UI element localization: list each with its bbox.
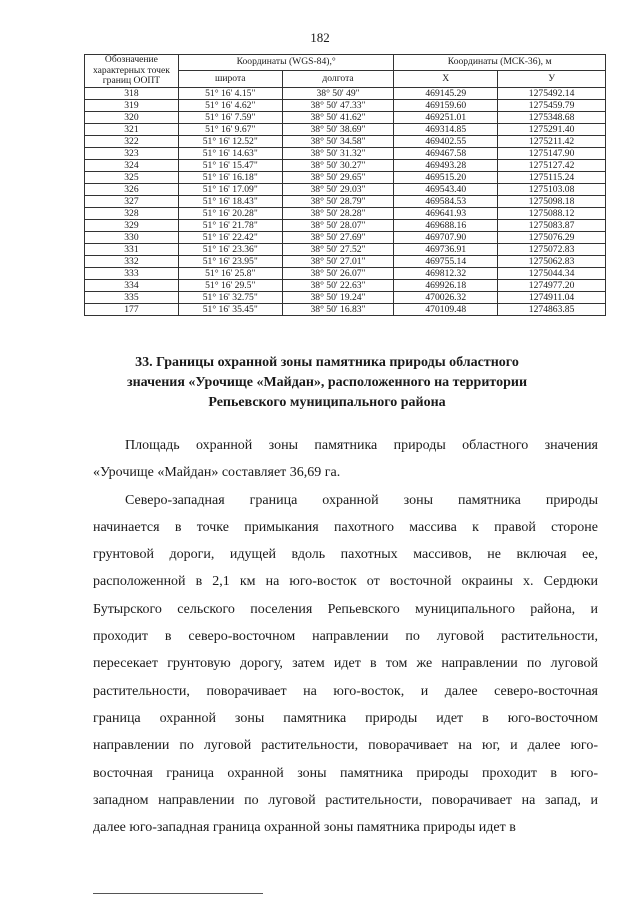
x-cell: 469402.55 bbox=[394, 135, 498, 147]
paragraph-line: расположенной в 2,1 км на юго-восток от восточной окраины х. Сердюки bbox=[93, 574, 598, 590]
y-cell: 1275127.42 bbox=[498, 159, 606, 171]
paragraph-boundary-description bbox=[93, 487, 598, 842]
y-cell: 1275147.90 bbox=[498, 147, 606, 159]
header-wgs84: Координаты (WGS-84),° bbox=[178, 55, 394, 71]
longitude-cell: 38° 50' 47.33" bbox=[282, 99, 394, 111]
y-cell: 1275492.14 bbox=[498, 87, 606, 99]
table-row bbox=[85, 303, 606, 315]
x-cell: 469926.18 bbox=[394, 279, 498, 291]
table-body bbox=[85, 87, 606, 315]
latitude-cell: 51° 16' 15.47" bbox=[178, 159, 282, 171]
table-row bbox=[85, 243, 606, 255]
table-row bbox=[85, 219, 606, 231]
header-designation: Обозначение характерных точек границ ООПТ bbox=[85, 55, 179, 88]
table-row bbox=[85, 147, 606, 159]
point-id-cell: 334 bbox=[85, 279, 179, 291]
x-cell: 469314.85 bbox=[394, 123, 498, 135]
x-cell: 469159.60 bbox=[394, 99, 498, 111]
longitude-cell: 38° 50' 27.52" bbox=[282, 243, 394, 255]
y-cell: 1275072.83 bbox=[498, 243, 606, 255]
point-id-cell: 333 bbox=[85, 267, 179, 279]
x-cell: 469736.91 bbox=[394, 243, 498, 255]
heading-line-2: значения «Урочище «Майдан», расположенного на территории bbox=[126, 375, 528, 390]
y-cell: 1274863.85 bbox=[498, 303, 606, 315]
latitude-cell: 51° 16' 23.95" bbox=[178, 255, 282, 267]
x-cell: 469584.53 bbox=[394, 195, 498, 207]
latitude-cell: 51° 16' 23.36" bbox=[178, 243, 282, 255]
latitude-cell: 51° 16' 4.15" bbox=[178, 87, 282, 99]
point-id-cell: 323 bbox=[85, 147, 179, 159]
paragraph-line: пересекает грунтовую дорогу, затем идет в том же направлении по луговой bbox=[93, 656, 598, 672]
table-row bbox=[85, 99, 606, 111]
longitude-cell: 38° 50' 27.01" bbox=[282, 255, 394, 267]
latitude-cell: 51° 16' 4.62" bbox=[178, 99, 282, 111]
point-id-cell: 325 bbox=[85, 171, 179, 183]
header-longitude: долгота bbox=[282, 71, 394, 87]
table-row bbox=[85, 135, 606, 147]
latitude-cell: 51° 16' 22.42" bbox=[178, 231, 282, 243]
latitude-cell: 51° 16' 29.5" bbox=[178, 279, 282, 291]
paragraph-line: «Урочище «Майдан» составляет 36,69 га. bbox=[93, 465, 341, 481]
x-cell: 469812.32 bbox=[394, 267, 498, 279]
y-cell: 1275062.83 bbox=[498, 255, 606, 267]
point-id-cell: 328 bbox=[85, 207, 179, 219]
latitude-cell: 51° 16' 12.52" bbox=[178, 135, 282, 147]
paragraph-line: начинается в точке примыкания пахотного массива к правой стороне bbox=[93, 519, 598, 535]
longitude-cell: 38° 50' 28.79" bbox=[282, 195, 394, 207]
coordinates-table bbox=[84, 54, 606, 316]
latitude-cell: 51° 16' 7.59" bbox=[178, 111, 282, 123]
y-cell: 1275211.42 bbox=[498, 135, 606, 147]
section-heading bbox=[60, 353, 594, 413]
y-cell: 1275459.79 bbox=[498, 99, 606, 111]
body-text bbox=[93, 432, 598, 841]
point-id-cell: 327 bbox=[85, 195, 179, 207]
point-id-cell: 318 bbox=[85, 87, 179, 99]
y-cell: 1275044.34 bbox=[498, 267, 606, 279]
paragraph-line: граница охранной зоны памятника природы идет в юго-восточном bbox=[93, 710, 598, 726]
table-row bbox=[85, 123, 606, 135]
point-id-cell: 321 bbox=[85, 123, 179, 135]
table-row bbox=[85, 183, 606, 195]
x-cell: 469755.14 bbox=[394, 255, 498, 267]
point-id-cell: 329 bbox=[85, 219, 179, 231]
paragraph-line: направлении по луговой растительности, поворачивает на юг, и далее юго- bbox=[93, 738, 598, 754]
paragraph-line: Северо-западная граница охранной зоны памятника природы bbox=[125, 492, 598, 508]
table-row bbox=[85, 279, 606, 291]
paragraph-line: восточная граница охранной зоны памятника природы проходит в юго- bbox=[93, 765, 598, 781]
x-cell: 469515.20 bbox=[394, 171, 498, 183]
latitude-cell: 51° 16' 21.78" bbox=[178, 219, 282, 231]
paragraph-line: западном направлении по луговой растительности, поворачивает на запад, и bbox=[93, 792, 598, 808]
y-cell: 1275098.18 bbox=[498, 195, 606, 207]
point-id-cell: 320 bbox=[85, 111, 179, 123]
table-row bbox=[85, 195, 606, 207]
footnote-divider bbox=[93, 893, 263, 894]
longitude-cell: 38° 50' 22.63" bbox=[282, 279, 394, 291]
point-id-cell: 331 bbox=[85, 243, 179, 255]
paragraph-line: Площадь охранной зоны памятника природы областного значения bbox=[125, 438, 598, 453]
table-row bbox=[85, 291, 606, 303]
latitude-cell: 51° 16' 32.75" bbox=[178, 291, 282, 303]
x-cell: 470109.48 bbox=[394, 303, 498, 315]
latitude-cell: 51° 16' 18.43" bbox=[178, 195, 282, 207]
y-cell: 1275115.24 bbox=[498, 171, 606, 183]
x-cell: 469493.28 bbox=[394, 159, 498, 171]
table-row bbox=[85, 207, 606, 219]
longitude-cell: 38° 50' 29.65" bbox=[282, 171, 394, 183]
latitude-cell: 51° 16' 25.8" bbox=[178, 267, 282, 279]
x-cell: 469543.40 bbox=[394, 183, 498, 195]
x-cell: 469251.01 bbox=[394, 111, 498, 123]
point-id-cell: 335 bbox=[85, 291, 179, 303]
longitude-cell: 38° 50' 29.03" bbox=[282, 183, 394, 195]
point-id-cell: 330 bbox=[85, 231, 179, 243]
latitude-cell: 51° 16' 17.09" bbox=[178, 183, 282, 195]
x-cell: 469641.93 bbox=[394, 207, 498, 219]
table-row bbox=[85, 87, 606, 99]
longitude-cell: 38° 50' 38.69" bbox=[282, 123, 394, 135]
point-id-cell: 326 bbox=[85, 183, 179, 195]
longitude-cell: 38° 50' 30.27" bbox=[282, 159, 394, 171]
point-id-cell: 177 bbox=[85, 303, 179, 315]
header-x: X bbox=[394, 71, 498, 87]
x-cell: 469707.90 bbox=[394, 231, 498, 243]
longitude-cell: 38° 50' 28.07" bbox=[282, 219, 394, 231]
y-cell: 1274977.20 bbox=[498, 279, 606, 291]
y-cell: 1275348.68 bbox=[498, 111, 606, 123]
table-row bbox=[85, 171, 606, 183]
longitude-cell: 38° 50' 28.28" bbox=[282, 207, 394, 219]
longitude-cell: 38° 50' 16.83" bbox=[282, 303, 394, 315]
point-id-cell: 322 bbox=[85, 135, 179, 147]
page-number: 182 bbox=[310, 30, 330, 45]
paragraph-line: проходит в северо-восточном направлении по луговой растительности, bbox=[93, 629, 598, 645]
y-cell: 1275088.12 bbox=[498, 207, 606, 219]
longitude-cell: 38° 50' 26.07" bbox=[282, 267, 394, 279]
x-cell: 469688.16 bbox=[394, 219, 498, 231]
table-row bbox=[85, 111, 606, 123]
header-latitude: широта bbox=[178, 71, 282, 87]
table-row bbox=[85, 255, 606, 267]
x-cell: 469145.29 bbox=[394, 87, 498, 99]
longitude-cell: 38° 50' 27.69" bbox=[282, 231, 394, 243]
y-cell: 1274911.04 bbox=[498, 291, 606, 303]
paragraph-area bbox=[93, 432, 598, 487]
paragraph-line: далее юго-западная граница охранной зоны памятника природы идет в bbox=[93, 820, 516, 836]
table-row bbox=[85, 231, 606, 243]
point-id-cell: 324 bbox=[85, 159, 179, 171]
x-cell: 469467.58 bbox=[394, 147, 498, 159]
point-id-cell: 332 bbox=[85, 255, 179, 267]
latitude-cell: 51° 16' 9.67" bbox=[178, 123, 282, 135]
y-cell: 1275083.87 bbox=[498, 219, 606, 231]
y-cell: 1275291.40 bbox=[498, 123, 606, 135]
paragraph-line: Бутырского сельского поселения Репьевского муниципального района, и bbox=[93, 601, 598, 617]
longitude-cell: 38° 50' 41.62" bbox=[282, 111, 394, 123]
heading-line-3: Репьевского муниципального района bbox=[208, 395, 446, 410]
longitude-cell: 38° 50' 19.24" bbox=[282, 291, 394, 303]
table-row bbox=[85, 159, 606, 171]
latitude-cell: 51° 16' 20.28" bbox=[178, 207, 282, 219]
latitude-cell: 51° 16' 35.45" bbox=[178, 303, 282, 315]
latitude-cell: 51° 16' 16.18" bbox=[178, 171, 282, 183]
point-id-cell: 319 bbox=[85, 99, 179, 111]
table-row bbox=[85, 267, 606, 279]
header-msk36: Координаты (МСК-36), м bbox=[394, 55, 606, 71]
longitude-cell: 38° 50' 31.32" bbox=[282, 147, 394, 159]
paragraph-line: растительности, поворачивает на юго-восток, и далее северо-восточная bbox=[93, 683, 598, 699]
y-cell: 1275103.08 bbox=[498, 183, 606, 195]
x-cell: 470026.32 bbox=[394, 291, 498, 303]
y-cell: 1275076.29 bbox=[498, 231, 606, 243]
latitude-cell: 51° 16' 14.63" bbox=[178, 147, 282, 159]
heading-line-1: 33. Границы охранной зоны памятника природы областного bbox=[135, 355, 519, 370]
paragraph-line: грунтовой дороги, идущей вдоль пахотных массивов, не включая ее, bbox=[93, 547, 598, 563]
longitude-cell: 38° 50' 34.58" bbox=[282, 135, 394, 147]
header-y: У bbox=[498, 71, 606, 87]
longitude-cell: 38° 50' 49" bbox=[282, 87, 394, 99]
